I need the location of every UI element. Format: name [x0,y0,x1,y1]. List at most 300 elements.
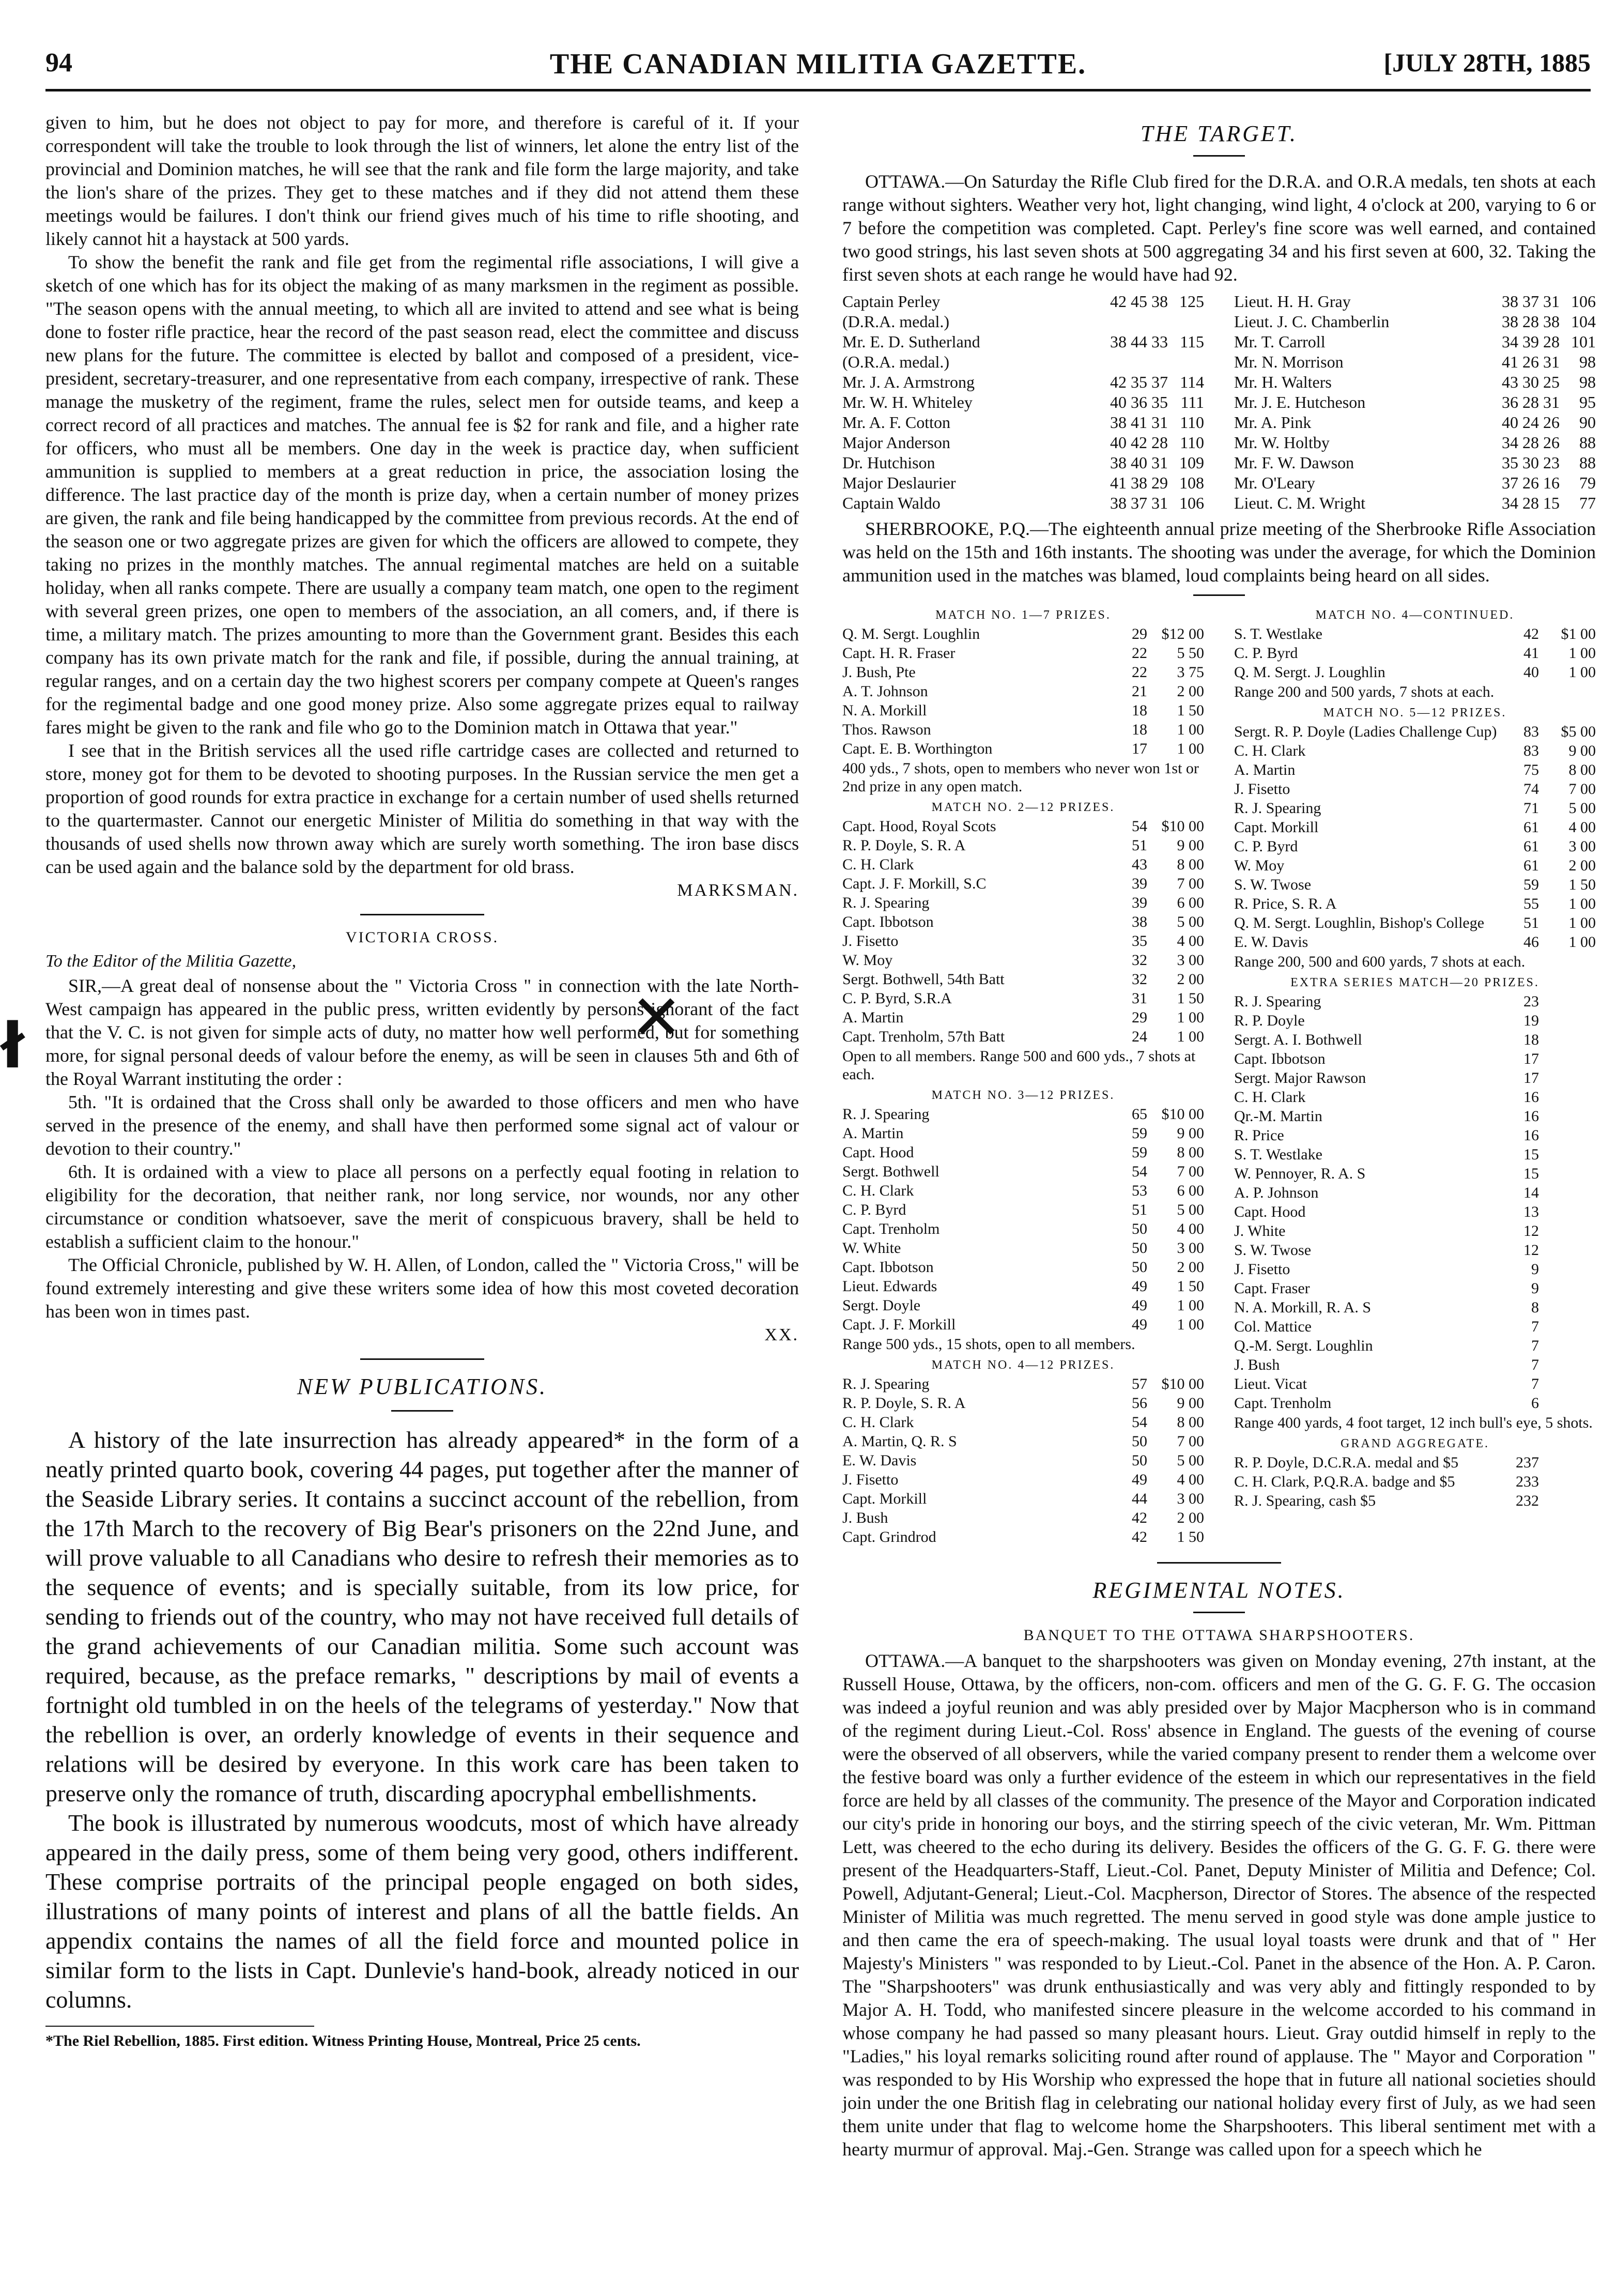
match-conditions: Range 200 and 500 yards, 7 shots at each. [1234,683,1495,700]
prize-row [842,836,1204,855]
competitor-name: Sergt. A. I. Bothwell [1234,1031,1362,1048]
competitor-name: Mr. W. Holtby [1234,433,1330,452]
competitor-name: Mr. J. A. Armstrong [842,373,975,391]
total-score: 108 [1179,473,1204,492]
competitor-name: Major Deslaurier [842,473,956,492]
prize-amount [1539,1279,1596,1298]
score: 49 [1132,1471,1147,1488]
score: 65 [1132,1106,1147,1123]
range-scores: 41 26 31 [1502,353,1560,371]
prize-row [1234,1298,1596,1317]
prize-amount: 3 00 [1568,838,1596,855]
competitor-name: Capt. Grindrod [842,1528,936,1545]
divider [360,914,484,915]
prize-amount [1539,1126,1596,1145]
publication-paragraph: The book is illustrated by numerous woodcuts, most of which have already appeared in the daily press, some of them being very good, others indifferent. These comprise portraits of the principal people engaged on both sides, illustrations of many points of interest and plans of all the battle fields. An appendix contains the names of all the field force and mounted police in similar form to the lists in Capt. Dunlevie's hand-book, already noticed in our columns. [45,1810,799,2013]
competitor-name: R. J. Spearing [842,1375,930,1392]
score: 13 [1523,1203,1539,1220]
prize-amount: $1 00 [1561,625,1596,642]
match-conditions: Range 500 yds., 15 shots, open to all members. [842,1336,1135,1353]
score: 54 [1132,1163,1147,1180]
letter-paragraph: To show the benefit the rank and file get from the regimental rifle associations, I will give a sketch of one which has for its object the making of as many marksmen in the regiment as possible. "The season opens with the annual meeting, to which all are invited to attend and see what is being done to foster rifle practice, hear the record of the past season read, elect the committee and discuss new plans for the future. The committee is elected by ballot and composed of a president, vice-president, secretary-treasurer, and one representative from each company, irrespective of rank. These manage the musketry of the regiment, frame the rules, select men for outside teams, and keep a correct record of all practices and matches. The annual fee is $2 for rank and file, and a higher rate for officers, who must all be members. One day in the week is practice day, when sufficient ammunition is supplied to members at a great reduction in price, the association losing the difference. The last practice day of the month is prize day, when a certain number of money prizes are given, the rank and file being handicapped by the committee from previous records. At the end of the season one or two aggregate prizes are given for which the officers are allowed to compete, they taking no prizes in the monthly matches. The annual regimental matches are held on a suitable holiday, when all ranks compete. There are usually a company team match, one open to the regiment with several green prizes, one open to members of the association, an all comers, and, if there is time, a military match. The prizes amounting to more than the Government grant. Besides this each company has its own private match for the rank and file, if possible, during the annual training, at regular ranges, and on a certain day the two highest scorers per company compete at Queen's ranges for the regimental badge and one good money prize. Also some aggregate prizes equal to railway fares might be given to the rank and file who go to the Dominion match in Ottawa that year." [45,252,799,738]
score-row [1234,473,1596,493]
prize-row [842,970,1204,989]
total-score: 88 [1579,453,1596,472]
footnote-text: *The Riel Rebellion, 1885. First edition. Witness Printing House, Montreal, Price 25 cents. [45,2032,641,2049]
competitor-name: E. W. Davis [842,1452,917,1469]
competitor-name: Capt. Hood [1234,1203,1306,1220]
competitor-name: Mr. A. Pink [1234,413,1312,432]
total-score: 106 [1179,494,1204,512]
prize-amount: 7 00 [1568,780,1596,798]
prize-amount: 1 00 [1177,1316,1204,1333]
prize-amount: 6 00 [1177,1182,1204,1199]
competitor-name: Lieut. J. C. Chamberlin [1234,312,1390,331]
total-score [1168,352,1204,372]
score: 9 [1531,1261,1539,1278]
sherbrooke-results [842,603,1596,1547]
total-score: 79 [1579,473,1596,492]
prize-row [1234,1241,1596,1260]
score: 29 [1132,625,1147,642]
score-row [1234,312,1596,332]
competitor-name: S. T. Westlake [1234,625,1322,642]
scores-right-table [1234,292,1596,513]
score: 18 [1523,1031,1539,1048]
competitor-name: R. P. Doyle, S. R. A [842,837,966,854]
match-heading: MATCH NO. 4—12 PRIZES. [931,1358,1115,1372]
prize-row [1234,1030,1596,1049]
competitor-name: A. Martin [842,1125,904,1142]
competitor-name: N. A. Morkill [842,702,927,719]
prize-amount [1539,1472,1596,1491]
match-heading: MATCH NO. 4—CONTINUED. [1315,608,1515,622]
prize-row [842,1181,1204,1200]
prize-amount: 8 00 [1568,761,1596,778]
range-scores: 38 28 38 [1502,312,1560,331]
competitor-name: Mr. N. Morrison [1234,353,1344,371]
score: 54 [1132,818,1147,835]
prize-row [1234,1491,1596,1510]
prize-amount: 8 00 [1177,856,1204,873]
page-header [45,48,1591,91]
score: 17 [1523,1069,1539,1086]
competitor-name: Mr. H. Walters [1234,373,1332,391]
prize-row [842,1315,1204,1334]
prize-amount: 4 00 [1177,1471,1204,1488]
score: 83 [1523,723,1539,740]
prize-amount [1539,1183,1596,1202]
score: 16 [1523,1127,1539,1144]
score: 17 [1132,740,1147,757]
range-scores: 37 26 16 [1502,473,1560,492]
prize-row [842,1296,1204,1315]
prize-row [1234,1049,1596,1068]
prize-amount: 1 00 [1177,721,1204,738]
competitor-name: Capt. Trenholm [1234,1395,1332,1412]
prize-row [842,1200,1204,1219]
vc-addressee: To the Editor of the Militia Gazette, [45,952,297,971]
prize-row [842,989,1204,1008]
left-column [45,111,799,2050]
prize-row [1234,913,1596,932]
prize-row [842,1008,1204,1027]
competitor-name: Capt. Ibbotson [842,1259,934,1276]
prize-amount [1539,1453,1596,1472]
prize-row [1234,1374,1596,1394]
range-scores: 40 36 35 [1110,393,1168,411]
prize-amount: 1 50 [1177,990,1204,1007]
prize-amount: 5 00 [1177,1452,1204,1469]
prize-row [842,624,1204,644]
prize-amount [1539,1068,1596,1088]
prize-amount: 2 00 [1177,971,1204,988]
score: 15 [1523,1165,1539,1182]
score-row [842,372,1204,392]
right-column [842,111,1596,2161]
competitor-name: J. Fisetto [1234,1261,1290,1278]
competitor-name: Col. Mattice [1234,1318,1312,1335]
score: 42 [1132,1528,1147,1545]
prize-row [842,951,1204,970]
competitor-name: Capt. J. F. Morkill, S.C [842,875,987,892]
prize-row [1234,1260,1596,1279]
pencil-mark-cross: ✕ [630,982,683,1054]
score: 7 [1531,1337,1539,1354]
prize-amount: 1 00 [1177,1009,1204,1026]
prize-row [1234,856,1596,875]
total-score: 125 [1179,292,1204,311]
competitor-name: C. P. Byrd [842,1201,906,1218]
competitor-name: Sergt. Bothwell [842,1163,940,1180]
competitor-name: Lieut. Edwards [842,1278,937,1295]
rifle-club-scores [842,292,1596,513]
ottawa-paragraph: OTTAWA.—On Saturday the Rifle Club fired for the D.R.A. and O.R.A medals, ten shots at each range without sighters. Weather very hot, light changing, wind light, 4 o'clock at 200, varying to 6 or 7 before the competition was completed. Capt. Perley's fine score was well earned, and contained two good strings, his last seven shots at 500 aggregating 34 and his first seven at 600, 32. Taking the first seven shots at each range he would have had 92. [842,171,1596,285]
match-conditions: Range 200, 500 and 600 yards, 7 shots at each. [1234,953,1526,970]
prize-amount: 1 00 [1568,645,1596,662]
prize-row [842,1413,1204,1432]
score: 59 [1523,876,1539,893]
prize-amount: 3 00 [1177,952,1204,969]
competitor-name: C. H. Clark [1234,1089,1306,1106]
total-score: 88 [1579,433,1596,452]
total-score: 77 [1579,494,1596,512]
score: 39 [1132,875,1147,892]
prize-amount: 6 00 [1177,894,1204,911]
competitor-name: Sergt. Doyle [842,1297,921,1314]
prize-amount: 1 00 [1177,1028,1204,1045]
prize-row [842,931,1204,951]
competitor-name: C. H. Clark [842,1182,914,1199]
prize-row [842,1258,1204,1277]
prize-amount: $12 00 [1161,625,1204,642]
prize-row [842,1508,1204,1527]
prize-row [1234,663,1596,682]
prize-amount: 9 00 [1568,742,1596,759]
score-row [1234,332,1596,352]
prize-amount [1539,1241,1596,1260]
total-score: 115 [1180,332,1204,351]
score: 12 [1523,1242,1539,1259]
score: 74 [1523,780,1539,798]
new-publications-body [45,1425,799,2014]
match-heading: GRAND AGGREGATE. [1341,1437,1489,1450]
prize-row [842,1394,1204,1413]
score: 51 [1132,1201,1147,1218]
score: 18 [1132,702,1147,719]
competitor-name: W. Moy [842,952,893,969]
score-row [842,473,1204,493]
score: 15 [1523,1146,1539,1163]
vc-signature: XX. [764,1325,799,1344]
competitor-name: C. H. Clark [842,1414,914,1431]
competitor-name: Dr. Hutchison [842,453,935,472]
prize-amount: 2 00 [1568,857,1596,874]
prize-amount: 5 00 [1568,800,1596,817]
score: 22 [1132,664,1147,681]
range-scores: 38 37 31 [1502,292,1560,311]
prize-amount: 7 00 [1177,1433,1204,1450]
score: 50 [1132,1452,1147,1469]
range-scores: 38 41 31 [1110,413,1168,432]
competitor-name: N. A. Morkill, R. A. S [1234,1299,1372,1316]
competitor-name: (D.R.A. medal.) [842,312,950,331]
competitor-name: Q.-M. Sergt. Loughlin [1234,1337,1373,1354]
prize-amount: $10 00 [1161,818,1204,835]
scores-left-table [842,292,1204,513]
score-row [1234,453,1596,473]
score: 61 [1523,838,1539,855]
prize-amount: 8 00 [1177,1414,1204,1431]
total-score: 110 [1180,413,1204,432]
prize-row [1234,1317,1596,1336]
range-scores [1059,352,1168,372]
competitor-name: Thos. Rawson [842,721,931,738]
competitor-name: J. Fisetto [1234,780,1290,798]
range-scores: 38 40 31 [1110,453,1168,472]
score: 35 [1132,932,1147,950]
score: 46 [1523,933,1539,951]
score: 233 [1516,1473,1539,1490]
prize-row [1234,741,1596,760]
score: 16 [1523,1108,1539,1125]
vc-paragraph: The Official Chronicle, published by W. H. Allen, of London, called the " Victoria Cross," will be found extremely interesting and give these writers some idea of how this most coveted decoration has been won in times past. [45,1254,799,1322]
score: 16 [1523,1089,1539,1106]
prize-amount: 1 00 [1568,664,1596,681]
competitor-name: J. Bush [1234,1356,1280,1373]
matches-right-column [1234,603,1596,1547]
prize-amount: 1 00 [1177,1297,1204,1314]
competitor-name: Lieut. Vicat [1234,1375,1307,1392]
prize-row [1234,1088,1596,1107]
range-scores: 42 45 38 [1110,292,1168,311]
score: 49 [1132,1297,1147,1314]
competitor-name: S. W. Twose [1234,1242,1312,1259]
competitor-name: Capt. E. B. Worthington [842,740,993,757]
competitor-name: Sergt. R. P. Doyle (Ladies Challenge Cup) [1234,723,1497,740]
prize-amount [1539,1260,1596,1279]
match-heading: EXTRA SERIES MATCH—20 PRIZES. [1290,976,1539,989]
prize-amount [1539,1298,1596,1317]
vc-paragraph: 6th. It is ordained with a view to place all persons on a perfectly equal footing in relation to eligibility for the decoration, that neither rank, nor long service, nor wounds, nor any other circumstance or condition whatsoever, save the merit of conspicuous bravery, shall be held to establish a sufficient claim to the honour." [45,1161,799,1252]
score: 237 [1516,1454,1539,1471]
match-heading: MATCH NO. 3—12 PRIZES. [931,1089,1115,1102]
divider [391,1410,453,1412]
score: 49 [1132,1278,1147,1295]
prize-amount [1539,1394,1596,1413]
competitor-name: Capt. H. R. Fraser [842,645,956,662]
score: 51 [1523,914,1539,931]
prize-amount [1539,1030,1596,1049]
letter-paragraph: I see that in the British services all the used rifle cartridge cases are collected and returned to store, money got for them to be devoted to shooting purposes. In the Russian service the men get a proportion of good rounds for extra practice in exchange for a certain number of used shells returned to the quartermaster. Cannot our energetic Minister of Militia do something in that way with the thousands of used shells now thrown away which are surely worth something. The iron base discs can be used again and the balance sold by the department for old brass. [45,740,799,877]
score-row [1234,292,1596,312]
divider [1193,594,1245,596]
prize-amount [1539,1164,1596,1183]
range-scores: 43 30 25 [1502,373,1560,391]
competitor-name: J. White [1234,1222,1286,1239]
prize-amount [1539,1355,1596,1374]
total-score: 111 [1180,393,1204,411]
prize-amount [1539,1374,1596,1394]
competitor-name: R. P. Doyle, S. R. A [842,1395,966,1412]
competitor-name: R. J. Spearing [842,894,930,911]
score: 7 [1531,1356,1539,1373]
score-row [842,292,1204,312]
score-row [1234,493,1596,513]
range-scores: 40 42 28 [1110,433,1168,452]
match-conditions: Open to all members. Range 500 and 600 yds., 7 shots at each. [842,1048,1196,1083]
prize-amount [1539,1221,1596,1241]
range-scores: 36 28 31 [1502,393,1560,411]
divider [360,1358,484,1360]
score: 75 [1523,761,1539,778]
prize-amount: 7 00 [1177,875,1204,892]
score: 19 [1523,1012,1539,1029]
competitor-name: R. J. Spearing [842,1106,930,1123]
range-scores: 38 37 31 [1110,494,1168,512]
competitor-name: R. P. Doyle [1234,1012,1305,1029]
banquet-heading: BANQUET TO THE OTTAWA SHARPSHOOTERS. [1023,1627,1415,1644]
competitor-name: Mr. F. W. Dawson [1234,453,1354,472]
score: 54 [1132,1414,1147,1431]
score: 59 [1132,1144,1147,1161]
score-row [1234,412,1596,433]
match-heading: MATCH NO. 5—12 PRIZES. [1323,706,1507,720]
page-number: 94 [45,48,72,78]
competitor-name: R. J. Spearing, cash $5 [1234,1492,1376,1509]
score: 12 [1523,1222,1539,1239]
prize-amount: 1 50 [1177,1528,1204,1545]
score: 57 [1132,1375,1147,1392]
divider [1193,1612,1245,1613]
prize-row [1234,1183,1596,1202]
prize-amount [1539,992,1596,1011]
vc-heading: VICTORIA CROSS. [345,929,499,946]
competitor-name: W. White [842,1239,901,1257]
divider [1157,1562,1281,1564]
matches-left-column [842,603,1204,1547]
score: 6 [1531,1395,1539,1412]
prize-amount: 3 00 [1177,1239,1204,1257]
competitor-name: Capt. Trenholm, 57th Batt [842,1028,1005,1045]
prize-amount: 3 00 [1177,1490,1204,1507]
competitor-name: Sergt. Major Rawson [1234,1069,1366,1086]
score: 39 [1132,894,1147,911]
prize-row [842,1527,1204,1547]
total-score: 101 [1571,332,1596,351]
score: 53 [1132,1182,1147,1199]
range-scores: 41 38 29 [1110,473,1168,492]
banquet-paragraph: OTTAWA.—A banquet to the sharpshooters was given on Monday evening, 27th instant, at the Russell House, Ottawa, by the officers, non-com. officers and men of the G. G. F. G. The occasion was indeed a joyful reunion and was ably presided over by Major Macpherson who is in command of the regiment during Lieut.-Col. Ross' absence in England. The guests of the evening of course were the observed of all observers, while the varied company present to render them a welcome over the festive board was only a further evidence of the esteem in which our representatives in the field force are held by all classes of the community. The presence of the Mayor and Corporation indicated our city's pride in honoring our boys, and the stirring speech of the civic veteran, Mr. Wm. Pittman Lett, was cheered to the echo during its delivery. Besides the officers of the G. G. F. G. there were present of the Headquarters-Staff, Lieut.-Col. Panet, Deputy Minister of Militia and Defence; Col. Powell, Adjutant-General; Lieut.-Col. Macpherson, Director of Stores. The absence of the respected Minister of Militia was much regretted. The menu served in good style was done ample justice to and then came the era of speech-making. The usual loyal toasts were drunk and that of " Her Majesty's Ministers " was responded to by Lieut.-Col. Panet in the absence of the Hon. A. P. Caron. The "Sharpshooters" was drunk enthusiastically and was very ably and fittingly responded to by Major A. H. Todd, who manifested sincere pleasure in the welcome accorded to his command in whose company he had passed so many pleasant hours. Lieut. Gray outdid himself in reply to the "Ladies," his loyal remarks soliciting round after round of applause. The " Mayor and Corporation " was responded to by His Worship who expressed the hope that in future all national societies should join under the one British flag in celebrating our national holiday every first of July, as we had seen them unite under that flag to welcome home the Sharpshooters. This liberal sentiment met with a hearty murmur of approval. Maj.-Gen. Strange was called upon for a speech which he [842,1650,1596,2160]
prize-row [1234,1107,1596,1126]
prize-amount [1539,1088,1596,1107]
prize-row [1234,932,1596,952]
score: 17 [1523,1050,1539,1067]
prize-amount: 5 50 [1177,645,1204,662]
score: 232 [1516,1492,1539,1509]
total-score: 104 [1571,312,1596,331]
prize-row [1234,644,1596,663]
regimental-notes-heading: REGIMENTAL NOTES. [1092,1578,1346,1603]
score: 56 [1132,1395,1147,1412]
prize-amount: $10 00 [1161,1106,1204,1123]
competitor-name: A. Martin, Q. R. S [842,1433,957,1450]
prize-row [1234,1164,1596,1183]
competitor-name: J. Fisetto [842,1471,899,1488]
score: 14 [1523,1184,1539,1201]
prize-row [1234,1394,1596,1413]
total-score: 98 [1579,353,1596,371]
score-row [842,493,1204,513]
prize-row [842,1124,1204,1143]
competitor-name: Q. M. Sergt. Loughlin, Bishop's College [1234,914,1485,931]
score: 32 [1132,952,1147,969]
range-scores: 34 28 26 [1502,433,1560,452]
prize-amount: $10 00 [1161,1375,1204,1392]
prize-row [842,701,1204,720]
score: 32 [1132,971,1147,988]
competitor-name: Captain Waldo [842,494,941,512]
competitor-name: Captain Perley [842,292,941,311]
prize-row [842,1451,1204,1470]
marksman-letter [45,111,799,900]
prize-row [1234,992,1596,1011]
competitor-name: Mr. J. E. Hutcheson [1234,393,1366,411]
score: 9 [1531,1280,1539,1297]
score-row [1234,433,1596,453]
competitor-name: Capt. Morkill [1234,819,1319,836]
score: 50 [1132,1259,1147,1276]
total-score: 109 [1179,453,1204,472]
prize-amount: 1 50 [1177,1278,1204,1295]
prize-amount [1539,1011,1596,1030]
prize-row [842,1277,1204,1296]
score: 61 [1523,857,1539,874]
score: 42 [1523,625,1539,642]
prize-amount [1539,1107,1596,1126]
prize-row [1234,875,1596,894]
competitor-name: J. Bush, Pte [842,664,916,681]
score: 61 [1523,819,1539,836]
total-score: 98 [1579,373,1596,391]
total-score: 95 [1579,393,1596,411]
prize-row [842,1489,1204,1508]
prize-row [1234,1279,1596,1298]
prize-row [842,644,1204,663]
divider [1193,155,1245,157]
competitor-name: Capt. Fraser [1234,1280,1310,1297]
competitor-name: S. W. Twose [1234,876,1312,893]
